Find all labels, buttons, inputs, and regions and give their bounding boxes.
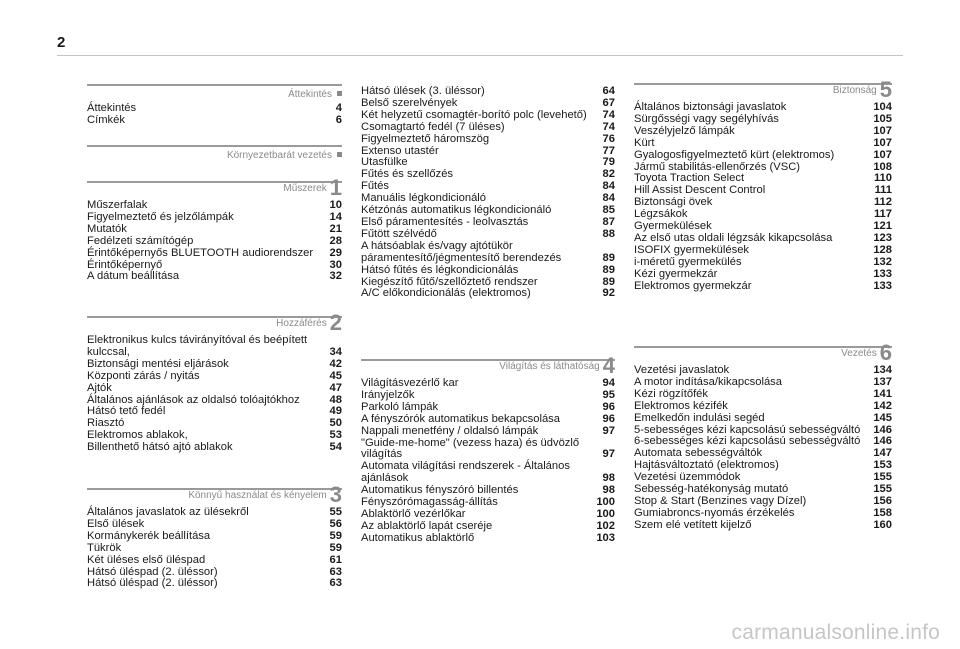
- toc-entry[interactable]: Automata sebességváltók 147: [634, 447, 892, 460]
- toc-entry[interactable]: Emelkedőn indulási segéd 145: [634, 411, 892, 424]
- section-number: 5: [879, 77, 892, 102]
- toc-entry[interactable]: Extenso utastér 77: [361, 144, 615, 157]
- toc-entry[interactable]: Belső szerelvények 67: [361, 96, 615, 109]
- toc-entry[interactable]: Vezetési üzemmódok 155: [634, 471, 892, 484]
- toc-entry[interactable]: Az első utas oldali légzsák kikapcsolása 123: [634, 231, 892, 244]
- toc-entry[interactable]: Elektromos gyermekzár 133: [634, 279, 892, 292]
- toc-entry[interactable]: Kétzónás automatikus légkondicionáló 85: [361, 204, 615, 217]
- section-title: Biztonság: [832, 85, 877, 96]
- toc-entry[interactable]: Kormánykerék beállítása 59: [87, 529, 342, 542]
- toc-entry[interactable]: Vezetési javaslatok 134: [634, 364, 892, 376]
- toc-entry[interactable]: Toyota Traction Select 110: [634, 172, 892, 185]
- toc-entry[interactable]: A motor indítása/kikapcsolása 137: [634, 375, 892, 388]
- section-header: [87, 145, 342, 164]
- toc-entry[interactable]: Fényszórómagasság-állítás 100: [361, 496, 615, 509]
- toc-entry[interactable]: i-méretű gyermekülés 132: [634, 255, 892, 268]
- toc-entry[interactable]: Parkoló lámpák 96: [361, 400, 615, 413]
- section-title: Műszerek: [283, 183, 327, 194]
- toc-entry[interactable]: ISOFIX gyermekülések 128: [634, 243, 892, 256]
- toc-list: [634, 102, 892, 293]
- toc-list: [361, 378, 615, 545]
- toc-entry[interactable]: Címkék 6: [87, 113, 342, 126]
- toc-entry[interactable]: Biztonsági mentési eljárások 42: [87, 357, 342, 370]
- toc-entry[interactable]: Két helyzetű csomagtér-borító polc (levehető) 74: [361, 108, 615, 121]
- toc-list: [634, 365, 892, 532]
- section-number: 3: [329, 482, 342, 507]
- toc-entry[interactable]: Hill Assist Descent Control 111: [634, 184, 892, 197]
- toc-entry[interactable]: Mutatók 21: [87, 222, 342, 235]
- toc-list: [87, 103, 342, 127]
- toc-entry[interactable]: Jármű stabilitás-ellenőrzés (VSC) 108: [634, 160, 892, 173]
- toc-entry[interactable]: Gyalogosfigyelmeztető kürt (elektromos) 107: [634, 148, 892, 161]
- toc-entry[interactable]: Az ablaktörlő lapát cseréje 102: [361, 519, 615, 532]
- toc-entry[interactable]: Veszélyjelző lámpák 107: [634, 124, 892, 137]
- section-header: [634, 340, 892, 365]
- section-2: [87, 310, 342, 454]
- toc-entry[interactable]: Áttekintés 4: [87, 102, 342, 114]
- toc-entry[interactable]: Műszerfalak 10: [87, 199, 342, 211]
- toc-entry[interactable]: Tükrök 59: [87, 541, 342, 554]
- site-watermark[interactable]: carmanualsonline.info: [731, 621, 940, 644]
- square-bullet-icon: [337, 152, 342, 157]
- section-3-continued: [361, 86, 615, 300]
- toc-entry[interactable]: Általános javaslatok az ülésekről 55: [87, 506, 342, 518]
- toc-entry[interactable]: Sürgősségi vagy segélyhívás 105: [634, 112, 892, 125]
- toc-entry[interactable]: "Guide-me-home" (vezess haza) és üdvözlő világítás 97: [361, 436, 615, 461]
- toc-entry[interactable]: Kürt 107: [634, 136, 892, 149]
- toc-entry[interactable]: A hátsóablak és/vagy ajtótükör páramentesítő/jégmentesítő berendezés 89: [361, 239, 615, 264]
- section-title: Világítás és láthatóság: [499, 361, 600, 372]
- toc-entry[interactable]: Kézi gyermekzár 133: [634, 267, 892, 280]
- section-title: Környezetbarát vezetés: [226, 150, 332, 161]
- toc-entry[interactable]: Első páramentesítés - leolvasztás 87: [361, 215, 615, 228]
- toc-entry[interactable]: Szem elé vetített kijelző 160: [634, 518, 892, 531]
- top-divider: [57, 55, 903, 56]
- toc-entry[interactable]: Automata világítási rendszerek - Általános ajánlások 98: [361, 460, 615, 485]
- toc-entry[interactable]: Érintőképernyő 30: [87, 258, 342, 271]
- section-overview: [87, 84, 342, 127]
- section-number: 6: [879, 340, 892, 365]
- toc-entry[interactable]: Általános biztonsági javaslatok 104: [634, 101, 892, 113]
- section-number: 1: [329, 175, 342, 200]
- section-header: [634, 77, 892, 102]
- toc-entry[interactable]: Ajtók 47: [87, 381, 342, 394]
- section-header: [87, 84, 342, 103]
- toc-entry[interactable]: Manuális légkondicionáló 84: [361, 192, 615, 205]
- section-4: [361, 353, 615, 545]
- toc-entry[interactable]: Érintőképernyős BLUETOOTH audiorendszer 29: [87, 246, 342, 259]
- toc-entry[interactable]: Nappali menetfény / oldalsó lámpák 97: [361, 424, 615, 437]
- toc-entry[interactable]: 6-sebességes kézi kapcsolású sebességváltó 146: [634, 435, 892, 448]
- toc-entry[interactable]: Elektronikus kulcs távirányítóval és beépített kulccsal, 34: [87, 334, 342, 358]
- toc-list: [87, 335, 342, 454]
- section-title: Vezetés: [841, 348, 877, 359]
- section-eco-driving: [87, 145, 342, 164]
- section-title: Könnyű használat és kényelem: [188, 490, 327, 501]
- toc-entry[interactable]: Sebesség-hatékonyság mutató 155: [634, 483, 892, 496]
- toc-entry[interactable]: Billenthető hátsó ajtó ablakok 54: [87, 441, 342, 454]
- toc-entry[interactable]: A dátum beállítása 32: [87, 270, 342, 283]
- toc-entry[interactable]: Fedélzeti számítógép 28: [87, 234, 342, 247]
- toc-entry[interactable]: Általános ajánlások az oldalsó tolóajtókhoz 48: [87, 393, 342, 406]
- toc-entry[interactable]: A/C előkondicionálás (elektromos) 92: [361, 287, 615, 300]
- toc-entry[interactable]: A fényszórók automatikus bekapcsolása 96: [361, 412, 615, 425]
- toc-entry[interactable]: Hátsó üléspad (2. üléssor) 63: [87, 565, 342, 578]
- toc-entry[interactable]: Ablaktörlő vezérlőkar 100: [361, 507, 615, 520]
- toc-entry[interactable]: 5-sebességes kézi kapcsolású sebességváltó 146: [634, 423, 892, 436]
- toc-entry[interactable]: Világításvezérlő kar 94: [361, 377, 615, 389]
- toc-entry[interactable]: Két üléses első üléspad 61: [87, 553, 342, 566]
- page-number: 2: [57, 34, 66, 51]
- section-title: Áttekintés: [288, 89, 332, 100]
- section-6: [634, 340, 892, 532]
- toc-entry[interactable]: Fűtés és szellőzés 82: [361, 168, 615, 181]
- toc-list: [87, 507, 342, 590]
- toc-entry[interactable]: Figyelmeztető és jelzőlámpák 14: [87, 210, 342, 223]
- toc-entry[interactable]: Hátsó üléspad (2. üléssor) 63: [87, 577, 342, 590]
- toc-entry[interactable]: Stop & Start (Benzines vagy Dízel) 156: [634, 494, 892, 507]
- toc-entry[interactable]: Légzsákok 117: [634, 208, 892, 221]
- toc-entry[interactable]: Utasfülke 79: [361, 156, 615, 169]
- section-header: [87, 482, 342, 507]
- toc-entry[interactable]: Hátsó tető fedél 49: [87, 405, 342, 418]
- square-bullet-icon: [337, 91, 342, 96]
- toc-entry[interactable]: Hajtásváltoztató (elektromos) 153: [634, 459, 892, 472]
- toc-entry[interactable]: Irányjelzők 95: [361, 388, 615, 401]
- toc-entry[interactable]: Hátsó fűtés és légkondicionálás 89: [361, 263, 615, 276]
- section-title: Hozzáférés: [276, 318, 327, 329]
- section-number: 4: [602, 353, 615, 378]
- toc-entry[interactable]: Kiegészítő fűtő/szellőztető rendszer 89: [361, 275, 615, 288]
- section-header: [87, 175, 342, 200]
- toc-entry[interactable]: Automatikus ablaktörlő 103: [361, 531, 615, 544]
- toc-list: [87, 200, 342, 283]
- section-5: [634, 77, 892, 293]
- toc-entry[interactable]: Első ülések 56: [87, 517, 342, 530]
- section-header: [361, 353, 615, 378]
- toc-entry[interactable]: Gumiabroncs-nyomás érzékelés 158: [634, 506, 892, 519]
- toc-entry[interactable]: Fűtött szélvédő 88: [361, 227, 615, 240]
- toc-entry[interactable]: Elektromos ablakok, 53: [87, 429, 342, 442]
- toc-entry[interactable]: Automatikus fényszóró billentés 98: [361, 484, 615, 497]
- toc-entry[interactable]: Figyelmeztető háromszög 76: [361, 132, 615, 145]
- toc-entry[interactable]: Kézi rögzítőfék 141: [634, 387, 892, 400]
- toc-entry[interactable]: Fűtés 84: [361, 180, 615, 193]
- toc-entry[interactable]: Központi zárás / nyitás 45: [87, 369, 342, 382]
- section-1: [87, 175, 342, 283]
- section-3: [87, 482, 342, 590]
- toc-entry[interactable]: Csomagtartó fedél (7 üléses) 74: [361, 120, 615, 133]
- section-number: 2: [329, 310, 342, 335]
- toc-entry[interactable]: Hátsó ülések (3. üléssor) 64: [361, 85, 615, 97]
- toc-entry[interactable]: Gyermekülések 121: [634, 220, 892, 233]
- toc-entry[interactable]: Riasztó 50: [87, 417, 342, 430]
- toc-entry[interactable]: Elektromos kézifék 142: [634, 399, 892, 412]
- toc-list: [361, 86, 615, 300]
- section-header: [87, 310, 342, 335]
- toc-entry[interactable]: Biztonsági övek 112: [634, 196, 892, 209]
